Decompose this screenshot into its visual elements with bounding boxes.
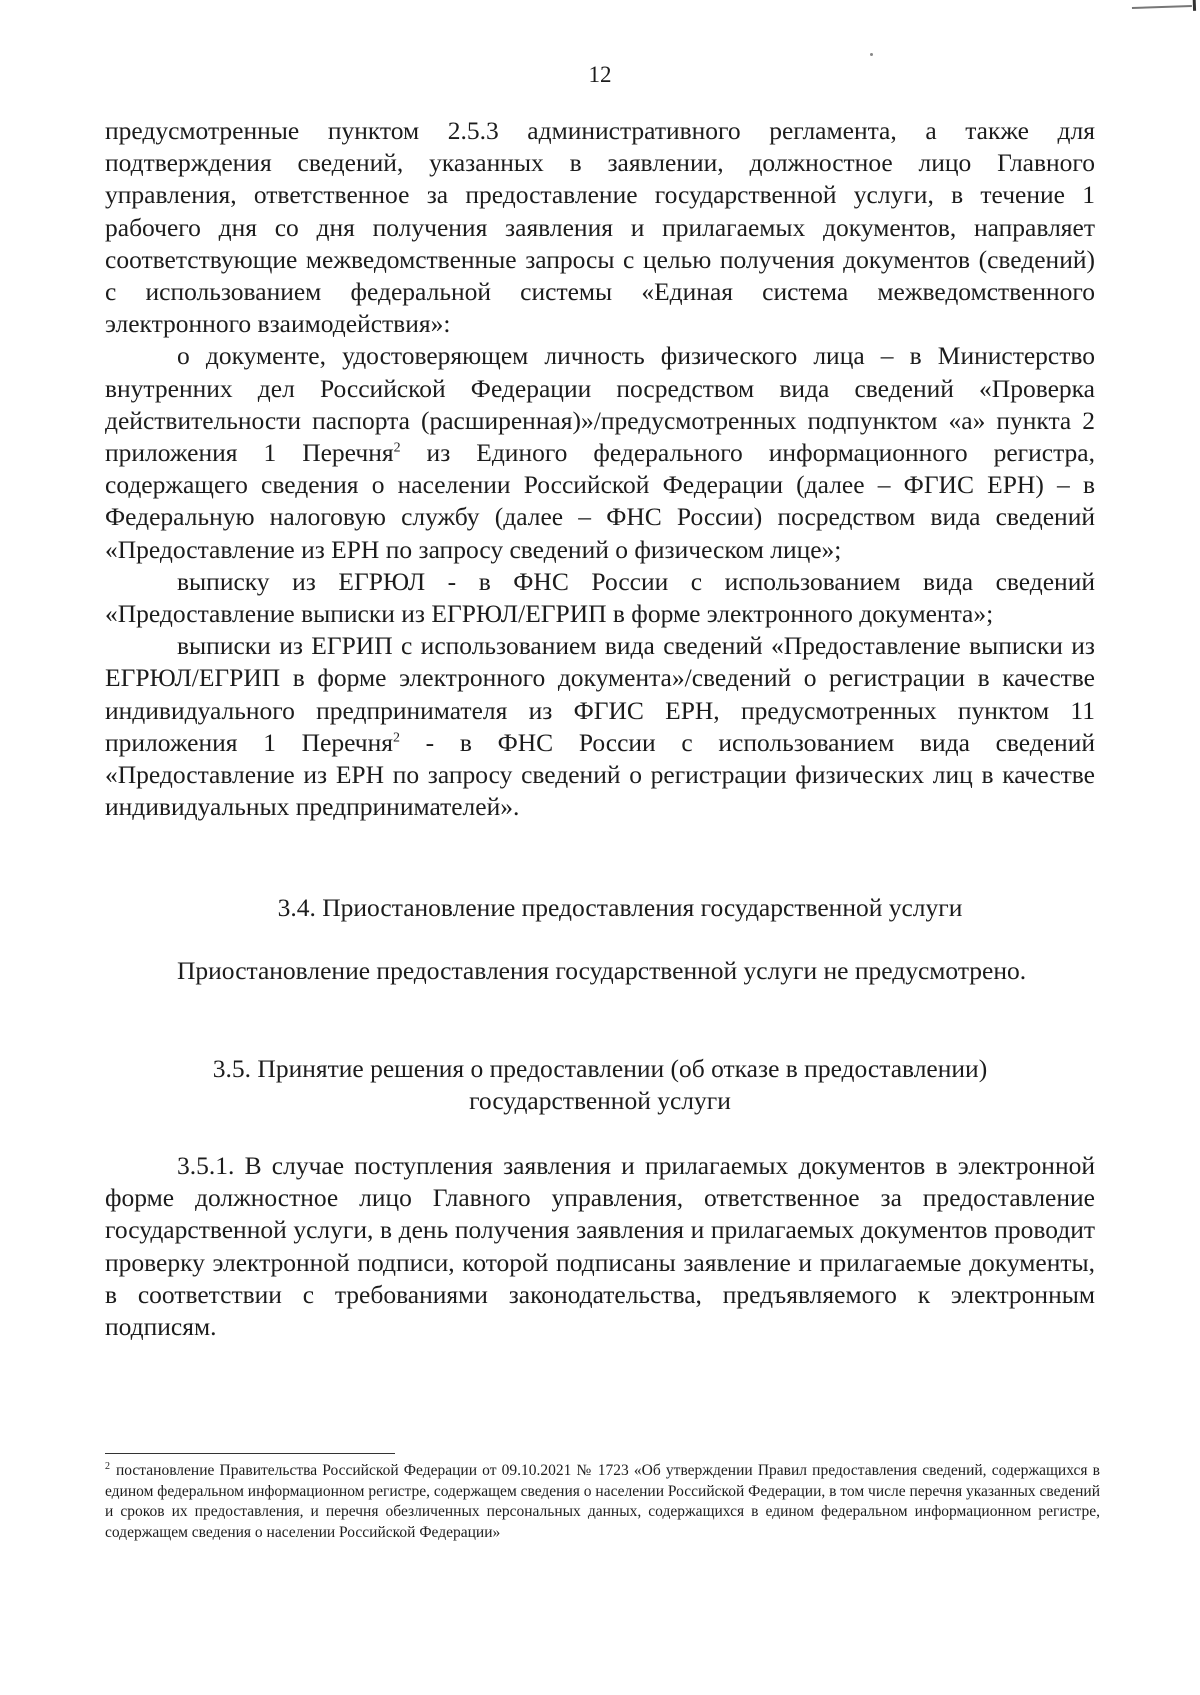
footnote	[105, 1461, 1100, 1543]
paragraph-passport-request-text-b: из Единого федерального информационного регистра, содержащего сведения о населении Российской Федерации (далее – ФГИС ЕРН) – в Федеральную налоговую службу (далее – ФНС России) посредством вида сведений «Предоставление из ЕРН по запросу сведений о физическом лице»;	[105, 438, 1096, 564]
main-text-block-1	[105, 115, 1095, 823]
scan-speck	[870, 53, 873, 56]
paragraph-passport-request-text-a: о документе, удостоверяющем личность физического лица – в Министерство внутренних дел Российской Федерации посредством вида сведений «Проверка действительности паспорта (расширенная)»/предусмотренных подпунктом «а» пункта 2 приложения 1 Перечня	[105, 341, 1095, 468]
paragraph-egrip-extract-text-a: выписки из ЕГРИП с использованием вида сведений «Предоставление выписки из ЕГРЮЛ/ЕГРИП в форме электронного документа»/сведений о регистрации в качестве индивидуального предпринимателя из ФГИС ЕРН, предусмотренных пунктом 11 приложения 1 Перечня	[105, 631, 1095, 757]
footnote-separator	[105, 1453, 395, 1454]
paragraph-egrip-extract	[105, 630, 1095, 823]
section-heading-3-4: 3.4. Приостановление предоставления государственной услуги	[277, 893, 963, 922]
main-text-block-2	[105, 955, 1095, 987]
paragraph-passport-request	[105, 340, 1095, 565]
section-heading-3-5	[105, 1053, 1095, 1117]
page-number: 12	[588, 62, 612, 87]
paragraph-egrip-extract-text-b: - в ФНС России с использованием вида сведений «Предоставление из ЕРН по запросу сведений о регистрации физических лиц в качестве индивидуальных предпринимателей».	[105, 727, 1095, 822]
section-heading-3-5-line-2: государственной услуги	[469, 1086, 731, 1115]
footnote-mark: 2	[105, 1460, 110, 1472]
paragraph-3-5-1: 3.5.1. В случае поступления заявления и прилагаемых документов в электронной форме должностное лицо Главного управления, ответственное за предоставление государственной услуги, в день получения заявления и прилагаемых документов проводит проверку электронной подписи, которой подписаны заявление и прилагаемые документы, в соответствии с требованиями законодательства, предъявляемого к электронным подписям.	[105, 1151, 1095, 1342]
scan-artifact-mark	[1132, 5, 1192, 13]
footnote-ref: 2	[393, 730, 400, 746]
paragraph-suspension: Приостановление предоставления государственной услуги не предусмотрено.	[177, 956, 1027, 985]
main-text-block-3	[105, 1150, 1095, 1343]
paragraph-continuation: предусмотренные пунктом 2.5.3 административного регламента, а также для подтверждения сведений, указанных в заявлении, должностное лицо Главного управления, ответственное за предоставление государственной услуги, в течение 1 рабочего дня со дня получения заявления и прилагаемых документов, направляет соответствующие межведомственные запросы с целью получения документов (сведений) с использованием федеральной системы «Единая система межведомственного электронного взаимодействия»:	[105, 116, 1095, 339]
footnote-ref: 2	[393, 440, 401, 456]
section-heading-3-5-line-1: 3.5. Принятие решения о предоставлении (об отказе в предоставлении)	[212, 1054, 988, 1083]
footnote-text: постановление Правительства Российской Федерации от 09.10.2021 № 1723 «Об утверждении Правил предоставления сведений, содержащихся в едином федеральном информационном регистре, содержащем сведения о населении Российской Федерации, в том числе перечня указанных сведений и сроков их предоставления, и перечня обезличенных персональных данных, содержащихся в едином федеральном информационном регистре, содержащем сведения о населении Российской Федерации»	[105, 1462, 1100, 1541]
paragraph-egrul-extract: выписку из ЕГРЮЛ - в ФНС России с использованием вида сведений «Предоставление выписки из ЕГРЮЛ/ЕГРИП в форме электронного документа»;	[105, 566, 1095, 629]
